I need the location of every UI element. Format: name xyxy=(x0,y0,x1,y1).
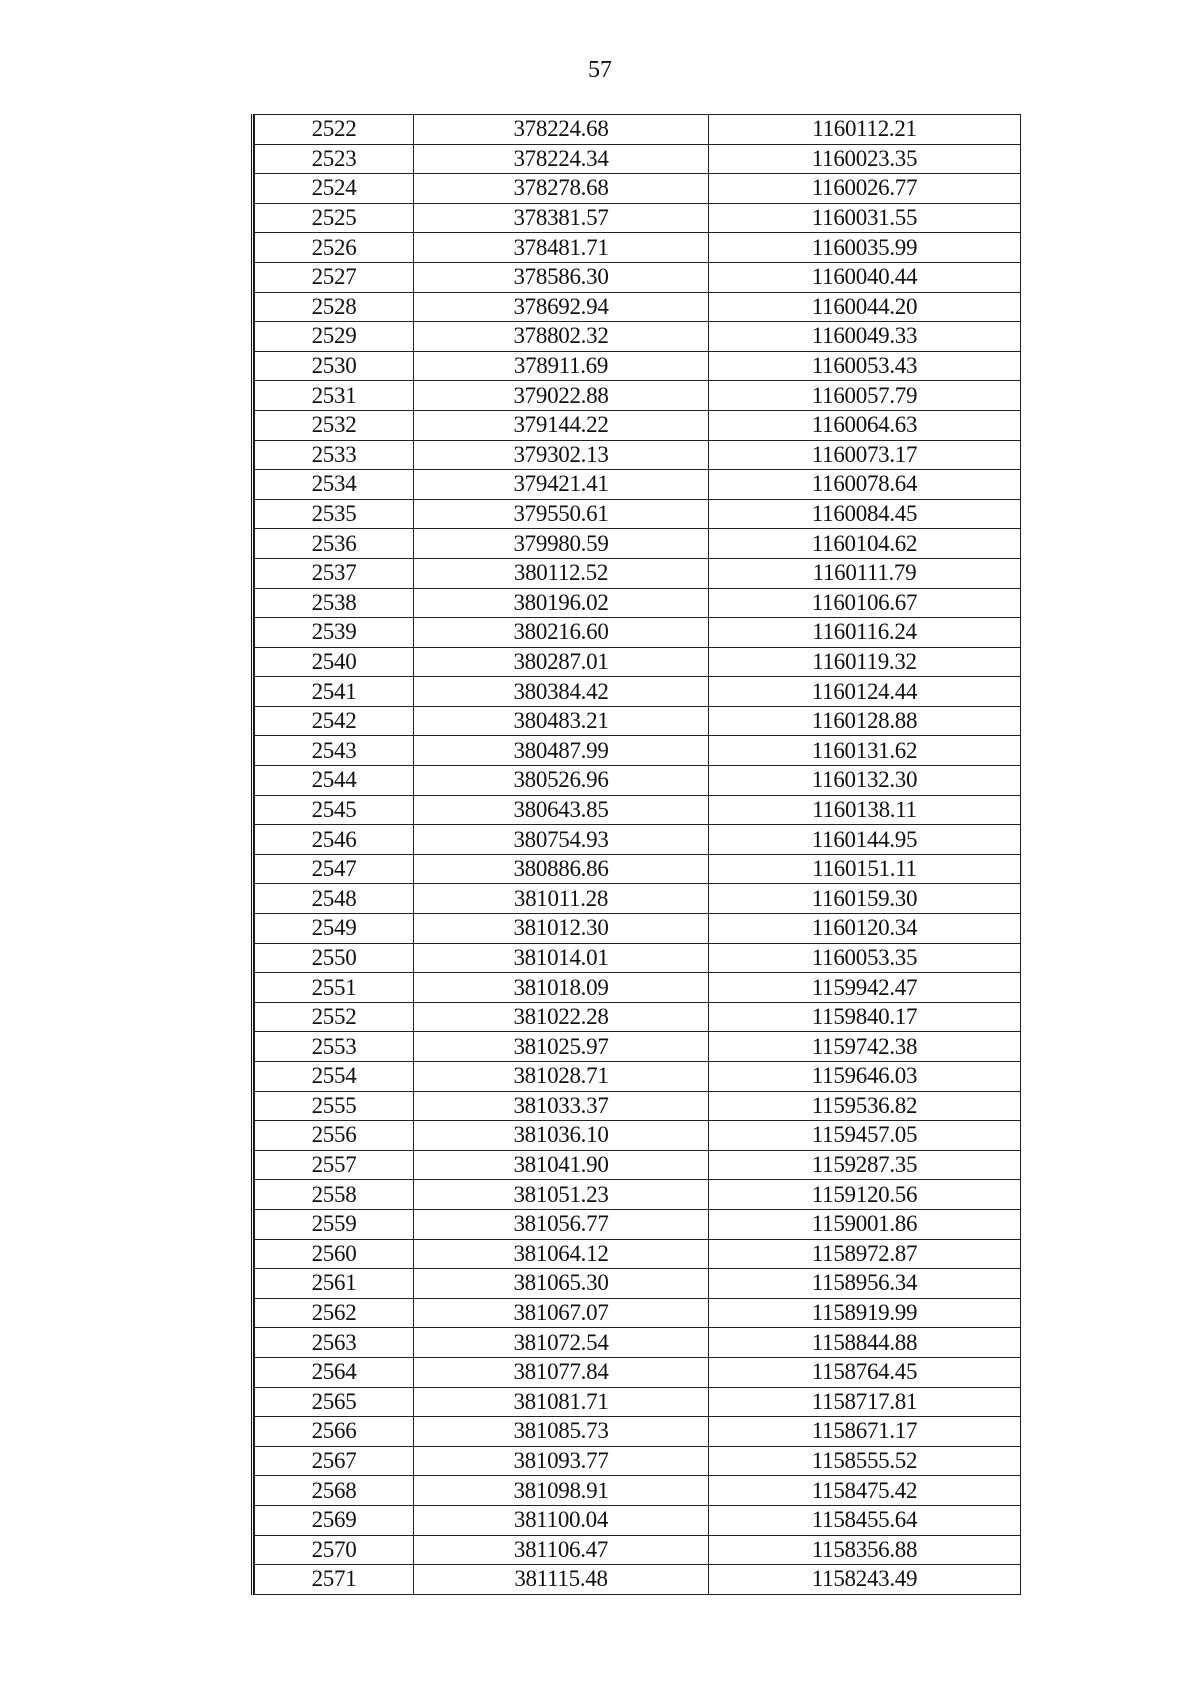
y-coordinate-cell: 1160053.43 xyxy=(709,351,1021,381)
y-coordinate-cell: 1160132.30 xyxy=(709,766,1021,796)
y-coordinate-cell: 1160040.44 xyxy=(709,262,1021,292)
table-row xyxy=(255,1239,1021,1269)
x-coordinate-cell: 380643.85 xyxy=(414,795,709,825)
point-number-cell: 2548 xyxy=(255,884,414,914)
x-coordinate-cell: 381056.77 xyxy=(414,1209,709,1239)
y-coordinate-cell: 1158671.17 xyxy=(709,1417,1021,1447)
x-coordinate-cell: 380487.99 xyxy=(414,736,709,766)
x-coordinate-cell: 378224.68 xyxy=(414,115,709,145)
table-row xyxy=(255,322,1021,352)
y-coordinate-cell: 1158475.42 xyxy=(709,1476,1021,1506)
point-number-cell: 2556 xyxy=(255,1121,414,1151)
y-coordinate-cell: 1159120.56 xyxy=(709,1180,1021,1210)
point-number-cell: 2533 xyxy=(255,440,414,470)
y-coordinate-cell: 1160044.20 xyxy=(709,292,1021,322)
point-number-cell: 2540 xyxy=(255,647,414,677)
x-coordinate-cell: 381115.48 xyxy=(414,1565,709,1595)
point-number-cell: 2531 xyxy=(255,381,414,411)
point-number-cell: 2526 xyxy=(255,233,414,263)
point-number-cell: 2549 xyxy=(255,914,414,944)
table-row xyxy=(255,766,1021,796)
table-row xyxy=(255,914,1021,944)
x-coordinate-cell: 378278.68 xyxy=(414,174,709,204)
table-row xyxy=(255,825,1021,855)
x-coordinate-cell: 379421.41 xyxy=(414,470,709,500)
point-number-cell: 2544 xyxy=(255,766,414,796)
point-number-cell: 2557 xyxy=(255,1150,414,1180)
y-coordinate-cell: 1160026.77 xyxy=(709,174,1021,204)
y-coordinate-cell: 1158919.99 xyxy=(709,1298,1021,1328)
table-row xyxy=(255,1357,1021,1387)
point-number-cell: 2542 xyxy=(255,706,414,736)
x-coordinate-cell: 381065.30 xyxy=(414,1269,709,1299)
y-coordinate-cell: 1158844.88 xyxy=(709,1328,1021,1358)
point-number-cell: 2565 xyxy=(255,1387,414,1417)
y-coordinate-cell: 1160064.63 xyxy=(709,410,1021,440)
table-row xyxy=(255,736,1021,766)
table-row xyxy=(255,795,1021,825)
point-number-cell: 2543 xyxy=(255,736,414,766)
table-row xyxy=(255,1565,1021,1595)
y-coordinate-cell: 1160112.21 xyxy=(709,115,1021,145)
y-coordinate-cell: 1160023.35 xyxy=(709,144,1021,174)
point-number-cell: 2569 xyxy=(255,1505,414,1535)
table-row xyxy=(255,410,1021,440)
x-coordinate-cell: 378692.94 xyxy=(414,292,709,322)
point-number-cell: 2545 xyxy=(255,795,414,825)
x-coordinate-cell: 380287.01 xyxy=(414,647,709,677)
point-number-cell: 2522 xyxy=(255,115,414,145)
x-coordinate-cell: 378802.32 xyxy=(414,322,709,352)
y-coordinate-cell: 1160120.34 xyxy=(709,914,1021,944)
y-coordinate-cell: 1160078.64 xyxy=(709,470,1021,500)
y-coordinate-cell: 1159942.47 xyxy=(709,973,1021,1003)
y-coordinate-cell: 1159536.82 xyxy=(709,1091,1021,1121)
table-row xyxy=(255,115,1021,145)
table-row xyxy=(255,262,1021,292)
y-coordinate-cell: 1160111.79 xyxy=(709,558,1021,588)
table-row xyxy=(255,470,1021,500)
table-row xyxy=(255,1062,1021,1092)
table-row xyxy=(255,292,1021,322)
y-coordinate-cell: 1158356.88 xyxy=(709,1535,1021,1565)
y-coordinate-cell: 1159646.03 xyxy=(709,1062,1021,1092)
y-coordinate-cell: 1160104.62 xyxy=(709,529,1021,559)
table-row xyxy=(255,1269,1021,1299)
y-coordinate-cell: 1160131.62 xyxy=(709,736,1021,766)
y-coordinate-cell: 1158956.34 xyxy=(709,1269,1021,1299)
table-row xyxy=(255,1417,1021,1447)
y-coordinate-cell: 1160106.67 xyxy=(709,588,1021,618)
point-number-cell: 2566 xyxy=(255,1417,414,1447)
x-coordinate-cell: 381041.90 xyxy=(414,1150,709,1180)
point-number-cell: 2524 xyxy=(255,174,414,204)
y-coordinate-cell: 1158972.87 xyxy=(709,1239,1021,1269)
table-row xyxy=(255,174,1021,204)
table-row xyxy=(255,884,1021,914)
y-coordinate-cell: 1158764.45 xyxy=(709,1357,1021,1387)
x-coordinate-cell: 381033.37 xyxy=(414,1091,709,1121)
x-coordinate-cell: 379022.88 xyxy=(414,381,709,411)
x-coordinate-cell: 380886.86 xyxy=(414,854,709,884)
table-row xyxy=(255,647,1021,677)
x-coordinate-cell: 381081.71 xyxy=(414,1387,709,1417)
point-number-cell: 2570 xyxy=(255,1535,414,1565)
table-row xyxy=(255,1505,1021,1535)
table-row xyxy=(255,1535,1021,1565)
table-row xyxy=(255,943,1021,973)
point-number-cell: 2563 xyxy=(255,1328,414,1358)
table-row xyxy=(255,1002,1021,1032)
point-number-cell: 2561 xyxy=(255,1269,414,1299)
table-row xyxy=(255,1150,1021,1180)
x-coordinate-cell: 381093.77 xyxy=(414,1446,709,1476)
table-row xyxy=(255,203,1021,233)
point-number-cell: 2536 xyxy=(255,529,414,559)
y-coordinate-cell: 1158555.52 xyxy=(709,1446,1021,1476)
y-coordinate-cell: 1158717.81 xyxy=(709,1387,1021,1417)
point-number-cell: 2567 xyxy=(255,1446,414,1476)
x-coordinate-cell: 380384.42 xyxy=(414,677,709,707)
x-coordinate-cell: 381014.01 xyxy=(414,943,709,973)
x-coordinate-cell: 381028.71 xyxy=(414,1062,709,1092)
x-coordinate-cell: 381067.07 xyxy=(414,1298,709,1328)
x-coordinate-cell: 379550.61 xyxy=(414,499,709,529)
y-coordinate-cell: 1160124.44 xyxy=(709,677,1021,707)
x-coordinate-cell: 378911.69 xyxy=(414,351,709,381)
point-number-cell: 2534 xyxy=(255,470,414,500)
point-number-cell: 2553 xyxy=(255,1032,414,1062)
point-number-cell: 2552 xyxy=(255,1002,414,1032)
y-coordinate-cell: 1160128.88 xyxy=(709,706,1021,736)
point-number-cell: 2528 xyxy=(255,292,414,322)
table-row xyxy=(255,351,1021,381)
coordinates-table xyxy=(254,114,1021,1595)
coordinates-table-container xyxy=(251,114,1022,1595)
point-number-cell: 2558 xyxy=(255,1180,414,1210)
x-coordinate-cell: 380112.52 xyxy=(414,558,709,588)
x-coordinate-cell: 381051.23 xyxy=(414,1180,709,1210)
table-row xyxy=(255,1476,1021,1506)
point-number-cell: 2527 xyxy=(255,262,414,292)
x-coordinate-cell: 381012.30 xyxy=(414,914,709,944)
y-coordinate-cell: 1159742.38 xyxy=(709,1032,1021,1062)
x-coordinate-cell: 381106.47 xyxy=(414,1535,709,1565)
x-coordinate-cell: 381098.91 xyxy=(414,1476,709,1506)
y-coordinate-cell: 1160138.11 xyxy=(709,795,1021,825)
point-number-cell: 2568 xyxy=(255,1476,414,1506)
coordinates-table-body xyxy=(255,115,1021,1595)
point-number-cell: 2562 xyxy=(255,1298,414,1328)
point-number-cell: 2535 xyxy=(255,499,414,529)
x-coordinate-cell: 381025.97 xyxy=(414,1032,709,1062)
y-coordinate-cell: 1159457.05 xyxy=(709,1121,1021,1151)
point-number-cell: 2539 xyxy=(255,618,414,648)
x-coordinate-cell: 380754.93 xyxy=(414,825,709,855)
point-number-cell: 2564 xyxy=(255,1357,414,1387)
y-coordinate-cell: 1160119.32 xyxy=(709,647,1021,677)
y-coordinate-cell: 1160159.30 xyxy=(709,884,1021,914)
x-coordinate-cell: 379980.59 xyxy=(414,529,709,559)
point-number-cell: 2571 xyxy=(255,1565,414,1595)
x-coordinate-cell: 381077.84 xyxy=(414,1357,709,1387)
point-number-cell: 2523 xyxy=(255,144,414,174)
table-row xyxy=(255,1298,1021,1328)
x-coordinate-cell: 378586.30 xyxy=(414,262,709,292)
table-row xyxy=(255,1209,1021,1239)
y-coordinate-cell: 1160084.45 xyxy=(709,499,1021,529)
table-row xyxy=(255,1032,1021,1062)
table-row xyxy=(255,677,1021,707)
y-coordinate-cell: 1158243.49 xyxy=(709,1565,1021,1595)
y-coordinate-cell: 1160151.11 xyxy=(709,854,1021,884)
point-number-cell: 2554 xyxy=(255,1062,414,1092)
x-coordinate-cell: 380216.60 xyxy=(414,618,709,648)
table-row xyxy=(255,440,1021,470)
y-coordinate-cell: 1159840.17 xyxy=(709,1002,1021,1032)
point-number-cell: 2532 xyxy=(255,410,414,440)
x-coordinate-cell: 379144.22 xyxy=(414,410,709,440)
table-row xyxy=(255,233,1021,263)
table-row xyxy=(255,854,1021,884)
y-coordinate-cell: 1160073.17 xyxy=(709,440,1021,470)
table-row xyxy=(255,499,1021,529)
y-coordinate-cell: 1160049.33 xyxy=(709,322,1021,352)
point-number-cell: 2559 xyxy=(255,1209,414,1239)
x-coordinate-cell: 381036.10 xyxy=(414,1121,709,1151)
point-number-cell: 2550 xyxy=(255,943,414,973)
x-coordinate-cell: 380483.21 xyxy=(414,706,709,736)
table-row xyxy=(255,529,1021,559)
x-coordinate-cell: 380196.02 xyxy=(414,588,709,618)
table-row xyxy=(255,618,1021,648)
table-row xyxy=(255,973,1021,1003)
table-row xyxy=(255,1446,1021,1476)
y-coordinate-cell: 1159001.86 xyxy=(709,1209,1021,1239)
x-coordinate-cell: 378224.34 xyxy=(414,144,709,174)
point-number-cell: 2525 xyxy=(255,203,414,233)
x-coordinate-cell: 378481.71 xyxy=(414,233,709,263)
table-row xyxy=(255,1180,1021,1210)
table-row xyxy=(255,588,1021,618)
y-coordinate-cell: 1158455.64 xyxy=(709,1505,1021,1535)
table-row xyxy=(255,1121,1021,1151)
x-coordinate-cell: 378381.57 xyxy=(414,203,709,233)
table-row xyxy=(255,558,1021,588)
y-coordinate-cell: 1160031.55 xyxy=(709,203,1021,233)
x-coordinate-cell: 381085.73 xyxy=(414,1417,709,1447)
y-coordinate-cell: 1160144.95 xyxy=(709,825,1021,855)
x-coordinate-cell: 381011.28 xyxy=(414,884,709,914)
point-number-cell: 2547 xyxy=(255,854,414,884)
x-coordinate-cell: 381072.54 xyxy=(414,1328,709,1358)
point-number-cell: 2538 xyxy=(255,588,414,618)
table-row xyxy=(255,1387,1021,1417)
point-number-cell: 2555 xyxy=(255,1091,414,1121)
point-number-cell: 2546 xyxy=(255,825,414,855)
x-coordinate-cell: 381100.04 xyxy=(414,1505,709,1535)
y-coordinate-cell: 1160053.35 xyxy=(709,943,1021,973)
page-number: 57 xyxy=(588,57,612,83)
y-coordinate-cell: 1160057.79 xyxy=(709,381,1021,411)
point-number-cell: 2551 xyxy=(255,973,414,1003)
x-coordinate-cell: 380526.96 xyxy=(414,766,709,796)
y-coordinate-cell: 1159287.35 xyxy=(709,1150,1021,1180)
table-row xyxy=(255,1328,1021,1358)
table-row xyxy=(255,706,1021,736)
point-number-cell: 2530 xyxy=(255,351,414,381)
point-number-cell: 2537 xyxy=(255,558,414,588)
point-number-cell: 2560 xyxy=(255,1239,414,1269)
y-coordinate-cell: 1160116.24 xyxy=(709,618,1021,648)
y-coordinate-cell: 1160035.99 xyxy=(709,233,1021,263)
point-number-cell: 2541 xyxy=(255,677,414,707)
x-coordinate-cell: 381018.09 xyxy=(414,973,709,1003)
table-row xyxy=(255,381,1021,411)
x-coordinate-cell: 381022.28 xyxy=(414,1002,709,1032)
point-number-cell: 2529 xyxy=(255,322,414,352)
x-coordinate-cell: 381064.12 xyxy=(414,1239,709,1269)
x-coordinate-cell: 379302.13 xyxy=(414,440,709,470)
table-row xyxy=(255,144,1021,174)
table-row xyxy=(255,1091,1021,1121)
